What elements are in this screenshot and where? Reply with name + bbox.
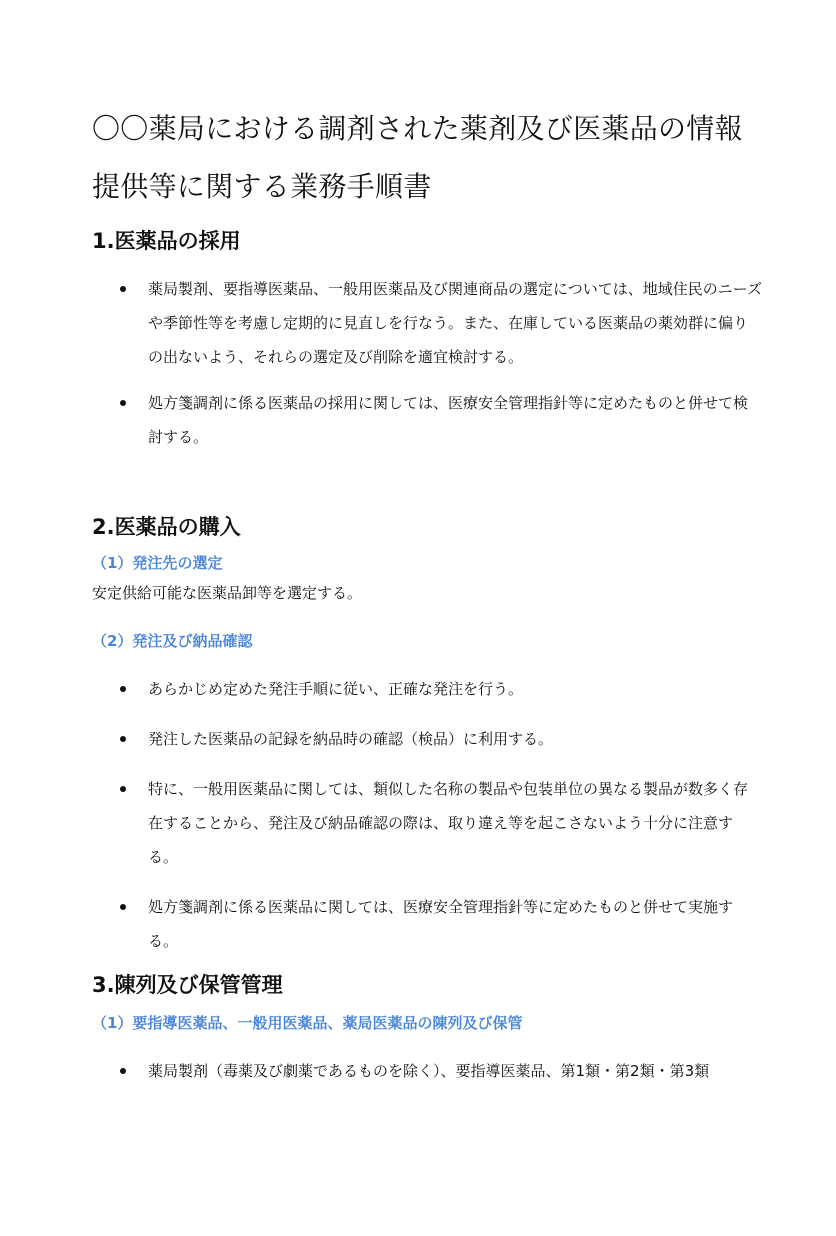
list-item-text: 薬局製剤（毒薬及び劇薬であるものを除く）、要指導医薬品、第1類・第2類・第3類 bbox=[148, 1062, 710, 1080]
list-item bbox=[92, 772, 762, 874]
list-item-text: 処方箋調剤に係る医薬品の採用に関しては、医療安全管理指針等に定めたものと併せて検討する。 bbox=[148, 394, 749, 446]
list-item-text: 処方箋調剤に係る医薬品に関しては、医療安全管理指針等に定めたものと併せて実施する。 bbox=[148, 898, 734, 950]
bullet-icon bbox=[120, 904, 126, 910]
list-item-text: 薬局製剤、要指導医薬品、一般用医薬品及び関連商品の選定については、地域住民のニーズや季節性等を考慮し定期的に見直しを行なう。また、在庫している医薬品の薬効群に偏りの出ないよう、それらの選定及び削除を適宜検討する。 bbox=[148, 280, 762, 366]
list-item-text: 特に、一般用医薬品に関しては、類似した名称の製品や包装単位の異なる製品が数多く存在することから、発注及び納品確認の際は、取り違え等を起こさないよう十分に注意する。 bbox=[148, 780, 749, 866]
bullet-icon bbox=[120, 736, 126, 742]
section-3-sub1-heading: （1）要指導医薬品、一般用医薬品、薬局医薬品の陳列及び保管 bbox=[92, 1014, 523, 1032]
list-item bbox=[92, 1054, 762, 1088]
section-1-bullet-list bbox=[92, 272, 762, 454]
document-title bbox=[92, 100, 762, 216]
section-2-sub2-heading: （2）発注及び納品確認 bbox=[92, 632, 253, 650]
section-3-bullet-list bbox=[92, 1054, 762, 1088]
document-title-line2: 提供等に関する業務手順書 bbox=[92, 170, 432, 203]
section-2 bbox=[92, 512, 762, 958]
section-2-bullet-list bbox=[92, 672, 762, 958]
bullet-icon bbox=[120, 1068, 126, 1074]
bullet-icon bbox=[120, 786, 126, 792]
bullet-icon bbox=[120, 286, 126, 292]
list-item bbox=[92, 386, 762, 454]
list-item-text: あらかじめ定めた発注手順に従い、正確な発注を行う。 bbox=[148, 680, 524, 698]
section-3-heading: 3.陳列及び保管管理 bbox=[92, 973, 283, 997]
section-3 bbox=[92, 970, 762, 1088]
list-item bbox=[92, 890, 762, 958]
document-page bbox=[92, 100, 762, 1088]
list-item bbox=[92, 672, 762, 706]
list-item-text: 発注した医薬品の記録を納品時の確認（検品）に利用する。 bbox=[148, 730, 554, 748]
bullet-icon bbox=[120, 400, 126, 406]
list-item bbox=[92, 722, 762, 756]
section-2-heading: 2.医薬品の購入 bbox=[92, 515, 241, 539]
section-2-sub1-text: 安定供給可能な医薬品卸等を選定する。 bbox=[92, 584, 363, 602]
section-2-sub1-heading: （1）発注先の選定 bbox=[92, 554, 223, 572]
section-1-heading: 1.医薬品の採用 bbox=[92, 229, 241, 253]
list-item bbox=[92, 272, 762, 374]
section-1 bbox=[92, 226, 762, 454]
document-title-line1: 〇〇薬局における調剤された薬剤及び医薬品の情報 bbox=[92, 112, 743, 145]
bullet-icon bbox=[120, 686, 126, 692]
